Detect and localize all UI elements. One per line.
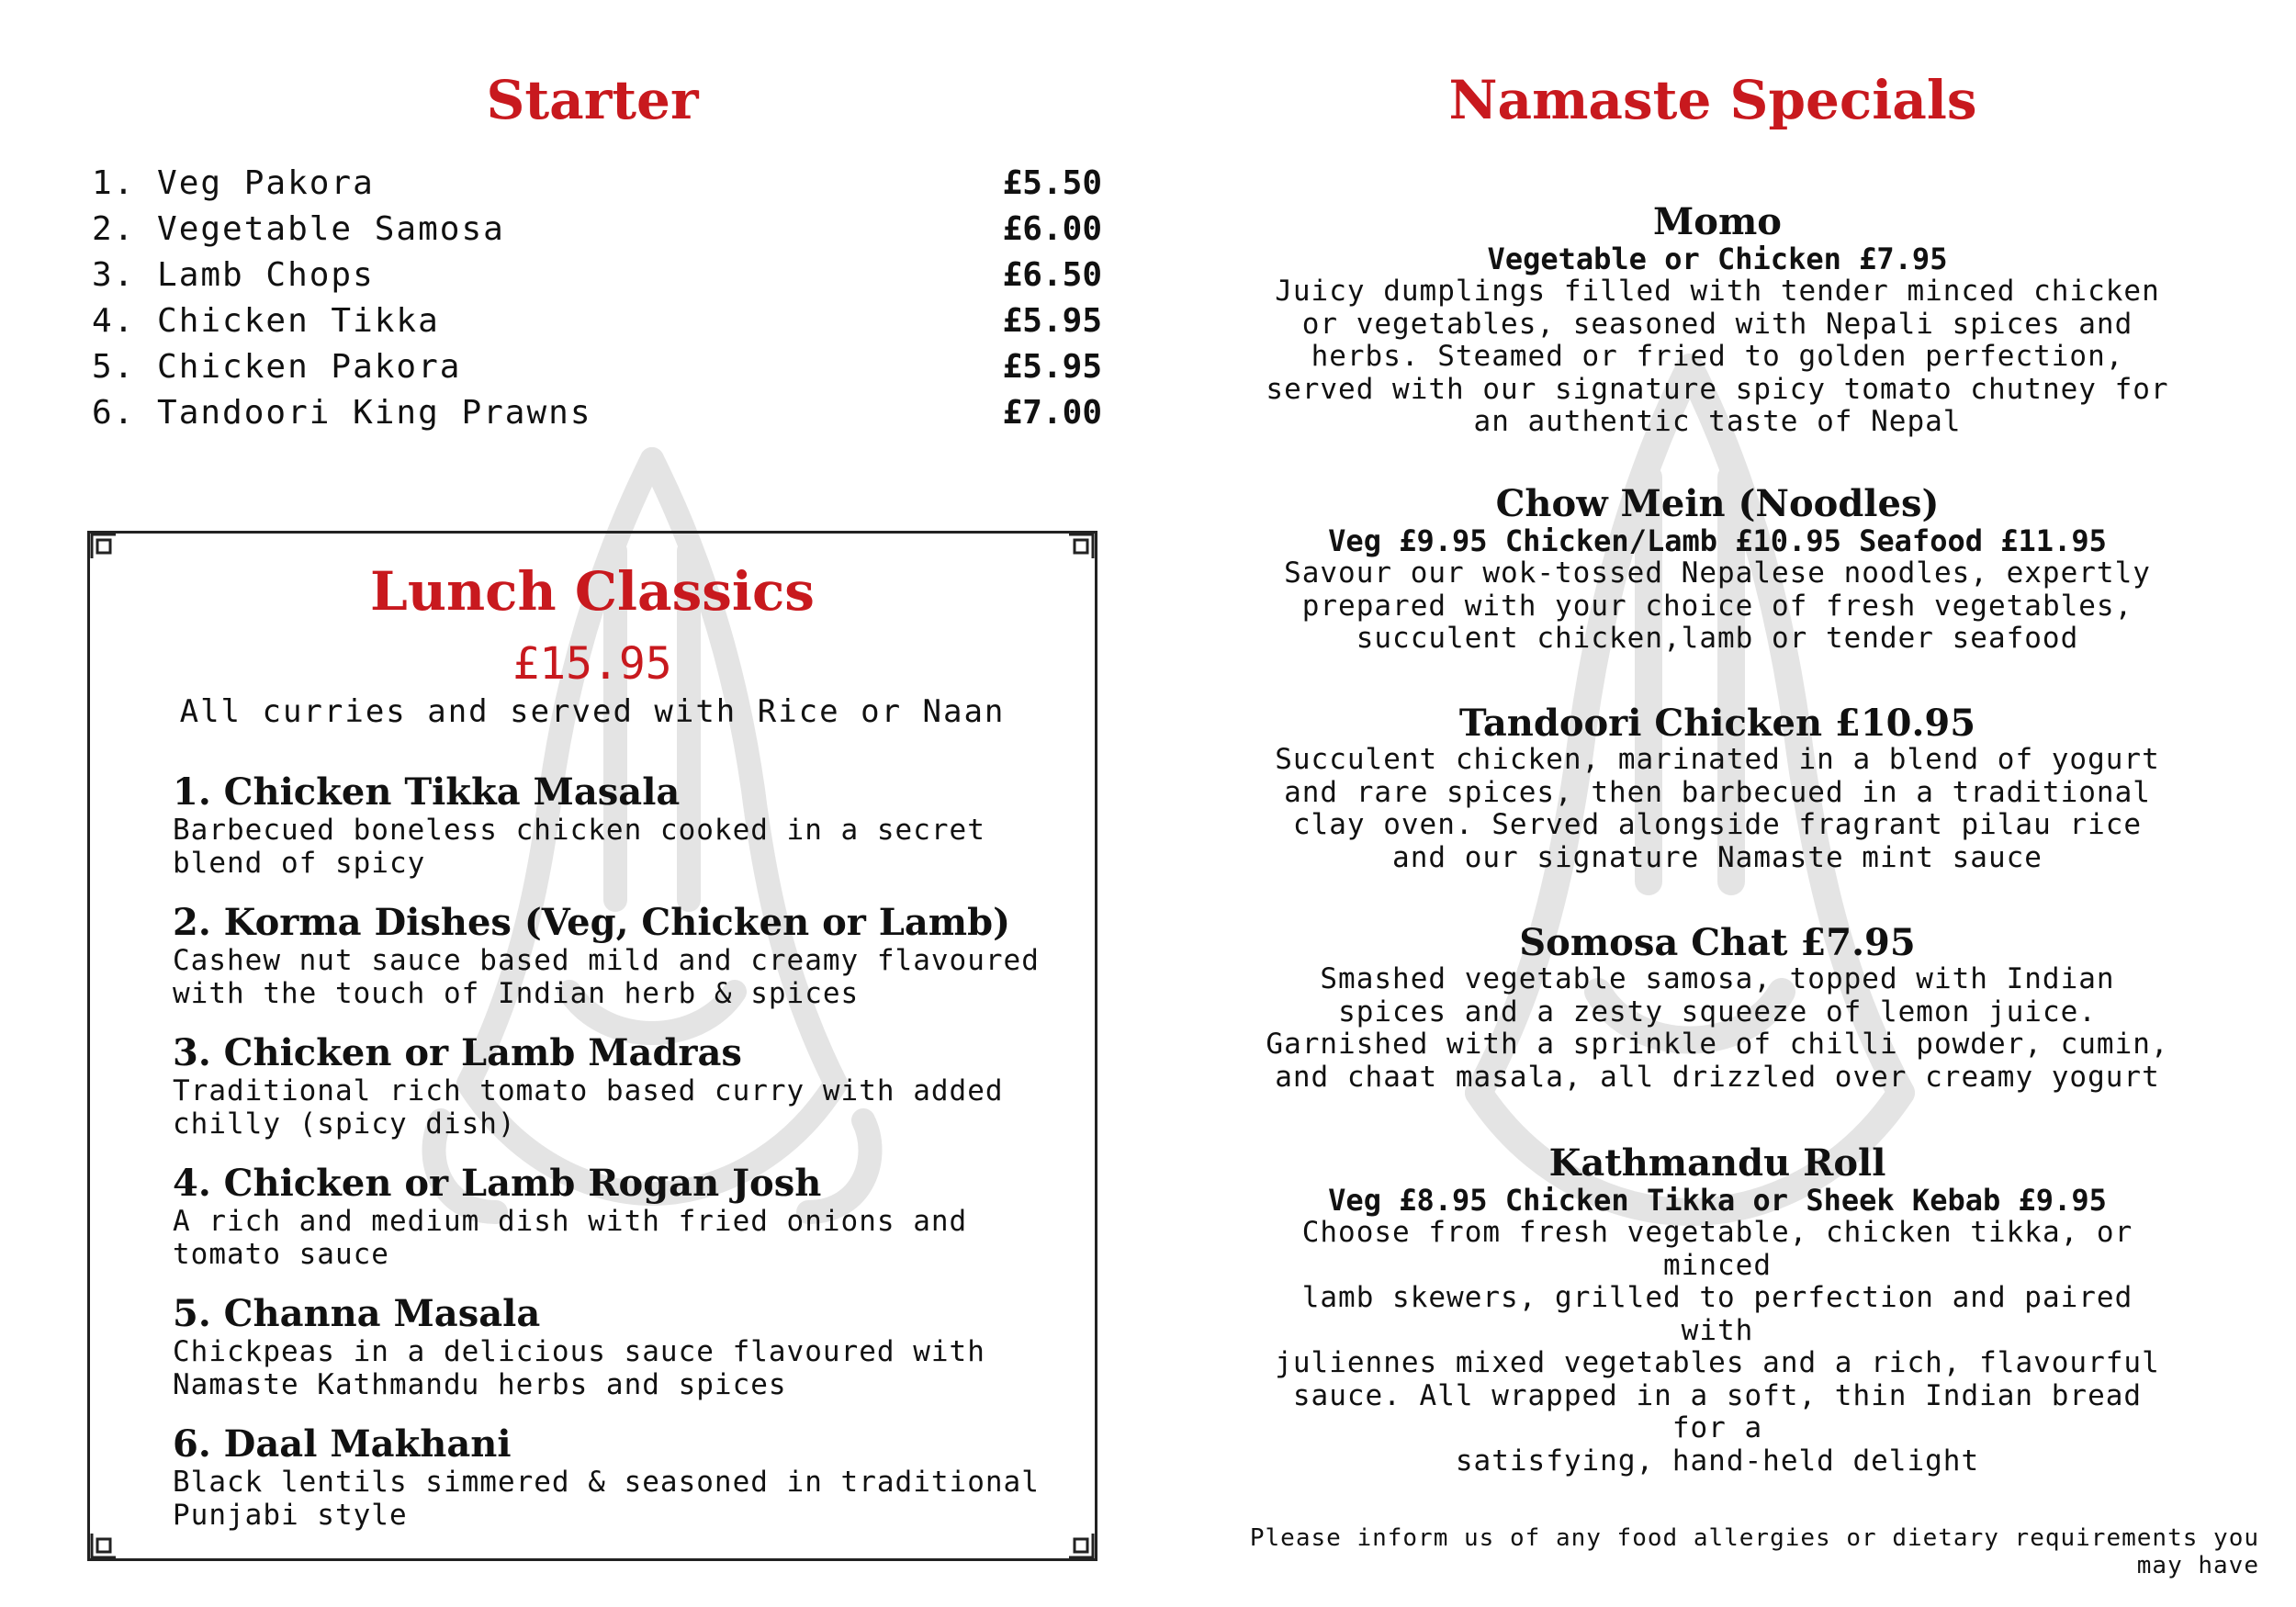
list-item	[92, 390, 1102, 436]
special-title: Kathmandu Roll	[1548, 1141, 1886, 1185]
dish-desc: Traditional rich tomato based curry with added	[173, 1074, 1004, 1107]
special-item-tandoori-chicken	[1258, 703, 2177, 874]
special-desc: and chaat masala, all drizzled over creamy yogurt	[1275, 1060, 2160, 1094]
dish-desc: A rich and medium dish with fried onions and	[173, 1205, 968, 1238]
special-title: Somosa Chat £7.95	[1519, 921, 1916, 964]
special-desc: Succulent chicken, marinated in a blend of yogurt	[1275, 743, 2160, 776]
special-desc: Choose from fresh vegetable, chicken tikka, or minced	[1301, 1216, 2133, 1282]
special-desc: spices and a zesty squeeze of lemon juice.	[1338, 995, 2097, 1028]
dish-title: 1. Chicken Tikka Masala	[173, 770, 681, 814]
starter-title: Starter	[486, 69, 699, 131]
dish-desc: with the touch of Indian herb & spices	[173, 977, 860, 1010]
lunch-price: £15.95	[512, 638, 672, 690]
dish-title: 3. Chicken or Lamb Madras	[173, 1031, 742, 1074]
dish-desc: blend of spicy	[173, 847, 426, 880]
corner-ornament-icon	[90, 1532, 118, 1559]
item-price: £5.95	[1002, 302, 1102, 340]
list-item	[173, 1032, 1073, 1163]
dish-desc: Namaste Kathmandu herbs and spices	[173, 1368, 787, 1401]
dish-desc: Barbecued boneless chicken cooked in a secret	[173, 814, 985, 847]
list-item	[173, 1293, 1073, 1423]
item-name: 5. Chicken Pakora	[92, 348, 462, 386]
item-name: 6. Tandoori King Prawns	[92, 394, 592, 432]
special-title: Tandoori Chicken £10.95	[1458, 702, 1976, 745]
list-item	[173, 771, 1073, 902]
dish-desc: Black lentils simmered & seasoned in traditional	[173, 1466, 1040, 1499]
item-name: 4. Chicken Tikka	[92, 302, 440, 340]
special-price: Veg £9.95 Chicken/Lamb £10.95 Seafood £11.95	[1328, 523, 2107, 558]
list-item	[173, 902, 1073, 1032]
lunch-title: Lunch Classics	[370, 560, 815, 623]
allergy-note: Please inform us of any food allergies or dietary requirements you may have	[1249, 1524, 2259, 1579]
special-desc: herbs. Steamed or fried to golden perfection,	[1311, 340, 2124, 373]
corner-ornament-icon	[1067, 1532, 1095, 1559]
special-title: Momo	[1653, 200, 1782, 243]
special-desc: lamb skewers, grilled to perfection and paired with	[1301, 1281, 2133, 1347]
dish-title: 2. Korma Dishes (Veg, Chicken or Lamb)	[173, 901, 1011, 944]
dish-desc: Cashew nut sauce based mild and creamy flavoured	[173, 944, 1040, 977]
special-desc: sauce. All wrapped in a soft, thin Indian bread for a	[1292, 1378, 2143, 1444]
list-item	[92, 344, 1102, 390]
special-desc: prepared with your choice of fresh vegetables,	[1301, 589, 2133, 623]
item-name: 2. Vegetable Samosa	[92, 210, 505, 248]
lunch-items	[173, 771, 1073, 1554]
list-item	[92, 161, 1102, 207]
corner-ornament-icon	[90, 533, 118, 560]
specials-title: Namaste Specials	[1448, 69, 1977, 131]
list-item	[92, 253, 1102, 298]
corner-ornament-icon	[1067, 533, 1095, 560]
special-desc: Savour our wok-tossed Nepalese noodles, expertly	[1284, 556, 2151, 590]
special-item-somosa-chat	[1258, 923, 2177, 1094]
item-name: 3. Lamb Chops	[92, 256, 375, 294]
list-item	[92, 207, 1102, 253]
dish-title: 5. Channa Masala	[173, 1292, 541, 1335]
dish-desc: chilly (spicy dish)	[173, 1107, 516, 1141]
special-price: Veg £8.95 Chicken Tikka or Sheek Kebab £9.95	[1328, 1183, 2107, 1218]
item-price: £7.00	[1002, 394, 1102, 432]
lunch-note: All curries and served with Rice or Naan	[179, 693, 1006, 730]
item-price: £6.50	[1002, 256, 1102, 294]
dish-desc: Punjabi style	[173, 1499, 408, 1532]
dish-title: 6. Daal Makhani	[173, 1422, 512, 1466]
special-desc: an authentic taste of Nepal	[1473, 405, 1962, 438]
item-name: 1. Veg Pakora	[92, 164, 375, 202]
dish-title: 4. Chicken or Lamb Rogan Josh	[173, 1162, 822, 1205]
list-item	[173, 1163, 1073, 1293]
item-price: £5.50	[1002, 164, 1102, 202]
special-desc: Smashed vegetable samosa, topped with Indian	[1320, 962, 2115, 995]
special-desc: satisfying, hand-held delight	[1455, 1444, 1980, 1478]
special-desc: Juicy dumplings filled with tender minced chicken	[1275, 275, 2160, 308]
special-desc: or vegetables, seasoned with Nepali spices and	[1301, 307, 2133, 341]
special-item-momo	[1258, 202, 2177, 439]
dish-desc: tomato sauce	[173, 1238, 389, 1271]
dish-desc: Chickpeas in a delicious sauce flavoured with	[173, 1335, 985, 1368]
special-item-kathmandu-roll	[1258, 1143, 2177, 1478]
special-title: Chow Mein (Noodles)	[1495, 482, 1940, 525]
special-item-chow-mein	[1258, 484, 2177, 656]
special-price: Vegetable or Chicken £7.95	[1487, 242, 1948, 276]
special-desc: served with our signature spicy tomato chutney for	[1266, 372, 2169, 406]
starter-list	[92, 161, 1102, 436]
special-desc: succulent chicken,lamb or tender seafood	[1356, 622, 2079, 655]
item-price: £5.95	[1002, 348, 1102, 386]
item-price: £6.00	[1002, 210, 1102, 248]
special-desc: juliennes mixed vegetables and a rich, flavourful	[1275, 1346, 2160, 1379]
list-item	[173, 1423, 1073, 1554]
special-desc: and our signature Namaste mint sauce	[1392, 840, 2043, 874]
list-item	[92, 298, 1102, 344]
special-desc: and rare spices, then barbecued in a traditional	[1284, 775, 2151, 809]
special-desc: clay oven. Served alongside fragrant pilau rice	[1292, 808, 2143, 841]
special-desc: Garnished with a sprinkle of chilli powder, cumin,	[1266, 1028, 2169, 1061]
